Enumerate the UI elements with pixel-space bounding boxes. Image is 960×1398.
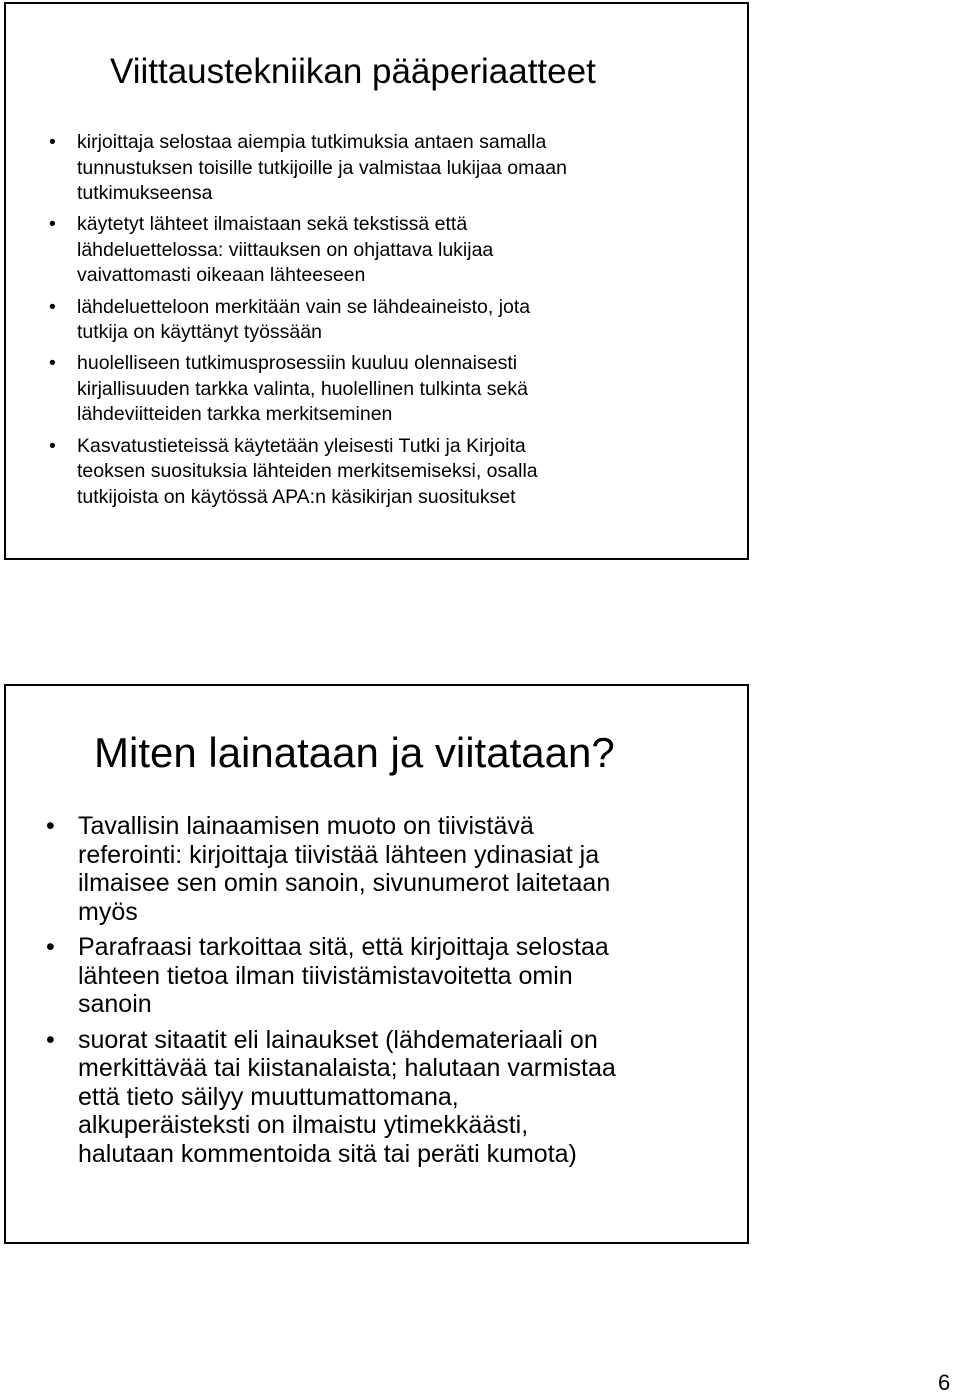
- slide-1-bullet-5: • Kasvatustieteissä käytetään yleisesti Tutki ja Kirjoita teoksen suosituksia lähteiden merkitsemiseksi, osalla tutkijoista on käytössä APA:n käsikirjan suositukset: [77, 434, 727, 511]
- slide-2-bullet-3: • suorat sitaatit eli lainaukset (lähdemateriaali on merkittävää tai kiistanalaista; halutaan varmistaa että tieto säilyy muuttumattomana, alkuperäisteksti on ilmaistu ytimekkäästi, halutaan kommentoida sitä tai peräti kumota): [78, 1026, 738, 1169]
- slide-2-title: Miten lainataan ja viitataan?: [94, 729, 615, 776]
- slide-1-bullet-2: • käytetyt lähteet ilmaistaan sekä tekstissä että lähdeluettelossa: viittauksen on ohjattava lukijaa vaivattomasti oikeaan lähteeseen: [77, 212, 727, 289]
- page-number: 6: [938, 1370, 951, 1395]
- slide-1-bullet-1: • kirjoittaja selostaa aiempia tutkimuksia antaen samalla tunnustuksen toisille tutkijoille ja valmistaa lukijaa omaan tutkimukseensa: [77, 130, 727, 207]
- slide-2-bullet-list: [78, 812, 738, 1175]
- slide-1-bullet-3: • lähdeluetteloon merkitään vain se lähdeaineisto, jota tutkija on käyttänyt työssään: [77, 295, 727, 346]
- slide-1-bullet-4: • huolelliseen tutkimusprosessiin kuuluu olennaisesti kirjallisuuden tarkka valinta, huolellinen tulkinta sekä lähdeviitteiden tarkka merkitseminen: [77, 351, 727, 428]
- slide-2-bullet-2: • Parafraasi tarkoittaa sitä, että kirjoittaja selostaa lähteen tietoa ilman tiivistämistavoitetta omin sanoin: [78, 933, 738, 1019]
- slide-1-bullet-list: [77, 130, 727, 516]
- slide-1-title: Viittaustekniikan pääperiaatteet: [110, 52, 596, 91]
- slide-1: [4, 2, 749, 560]
- slide-2: [4, 684, 749, 1244]
- slide-2-bullet-1: • Tavallisin lainaamisen muoto on tiivistävä referointi: kirjoittaja tiivistää lähteen ydinasiat ja ilmaisee sen omin sanoin, sivunumerot laitetaan myös: [78, 812, 738, 926]
